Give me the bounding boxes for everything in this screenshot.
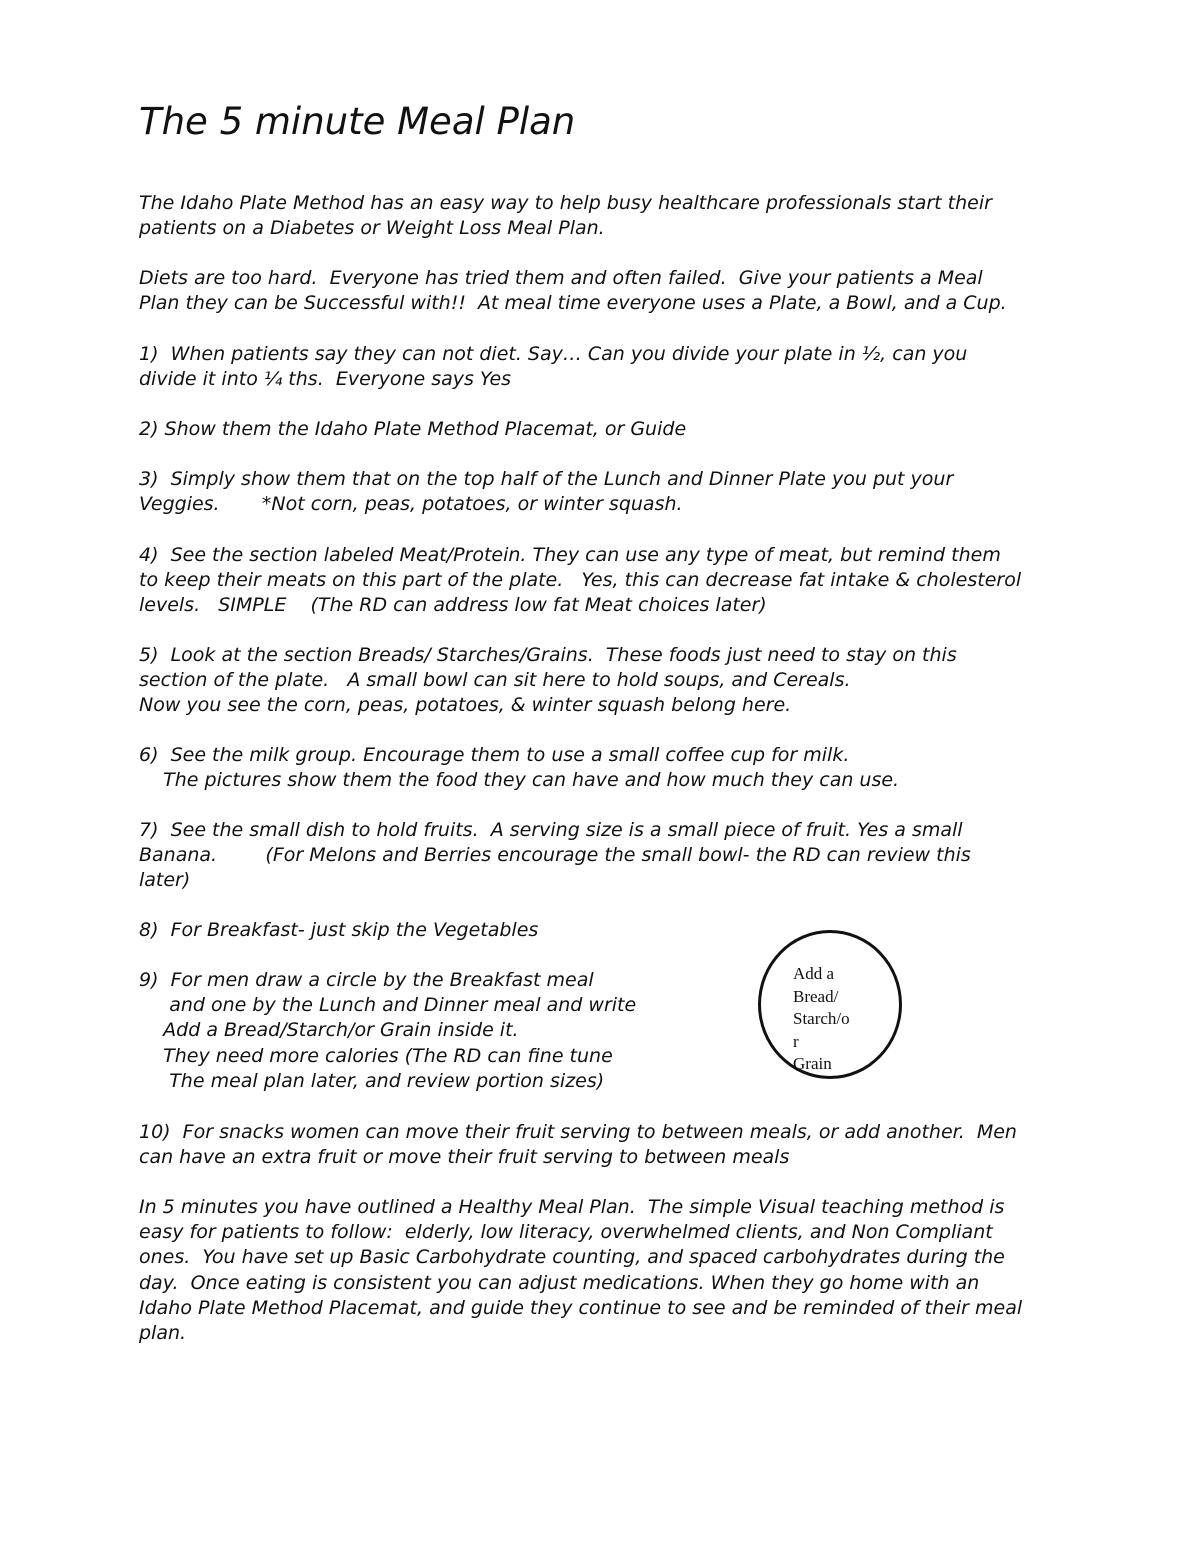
step-6-paragraph: 6) See the milk group. Encourage them to use a small coffee cup for milk. The pictures show them the food they can have and how much they can use. [139, 744, 900, 792]
bread-circle-text: Add a Bread/ Starch/o r Grain [793, 964, 850, 1073]
step-3-paragraph: 3) Simply show them that on the top half of the Lunch and Dinner Plate you put your Veggies. *Not corn, peas, potatoes, or winter squash. [139, 468, 954, 516]
step-1-paragraph: 1) When patients say they can not diet. Say… Can you divide your plate in ½, can you divide it into ¼ ths. Everyone says Yes [139, 343, 968, 391]
page-title: The 5 minute Meal Plan [139, 100, 576, 143]
step-4-paragraph: 4) See the section labeled Meat/Protein. They can use any type of meat, but remind them to keep their meats on this part of the plate. Yes, this can decrease fat intake & cholesterol levels. SIMPLE (The RD can address low fat Meat choices later) [139, 544, 1022, 617]
step-10-paragraph: 10) For snacks women can move their fruit serving to between meals, or add another. Men can have an extra fruit or move their fruit serving to between meals [139, 1121, 1017, 1169]
step-7-paragraph: 7) See the small dish to hold fruits. A serving size is a small piece of fruit. Yes a small Banana. (For Melons and Berries encourage the small bowl- the RD can review this later) [139, 819, 971, 892]
step-8-paragraph: 8) For Breakfast- just skip the Vegetables [139, 919, 539, 941]
diets-paragraph: Diets are too hard. Everyone has tried them and often failed. Give your patients a Meal Plan they can be Successful with!! At meal time everyone uses a Plate, a Bowl, and a Cup. [139, 267, 1007, 315]
step-2-paragraph: 2) Show them the Idaho Plate Method Placemat, or Guide [139, 418, 687, 440]
step-9-paragraph: 9) For men draw a circle by the Breakfast meal and one by the Lunch and Dinner meal and write Add a Bread/Starch/or Grain inside it. They need more calories (The RD can fine tune The meal plan later, and review portion sizes) [139, 969, 637, 1092]
intro-paragraph: The Idaho Plate Method has an easy way to help busy healthcare professionals start their patients on a Diabetes or Weight Loss Meal Plan. [139, 192, 992, 240]
step-5-paragraph: 5) Look at the section Breads/ Starches/Grains. These foods just need to stay on this section of the plate. A small bowl can sit here to hold soups, and Cereals. Now you see the corn, peas, potatoes, & winter squash belong here. [139, 644, 957, 717]
summary-paragraph: In 5 minutes you have outlined a Healthy Meal Plan. The simple Visual teaching method is easy for patients to follow: elderly, low literacy, overwhelmed clients, and Non Compliant ones. You have set up Basic Carbohydrate counting, and spaced carbohydrates during the day. Once eating is consistent you can adjust medications. When they go home with an Idaho Plate Method Placemat, and guide they continue to see and be reminded of their meal plan. [139, 1196, 1023, 1345]
